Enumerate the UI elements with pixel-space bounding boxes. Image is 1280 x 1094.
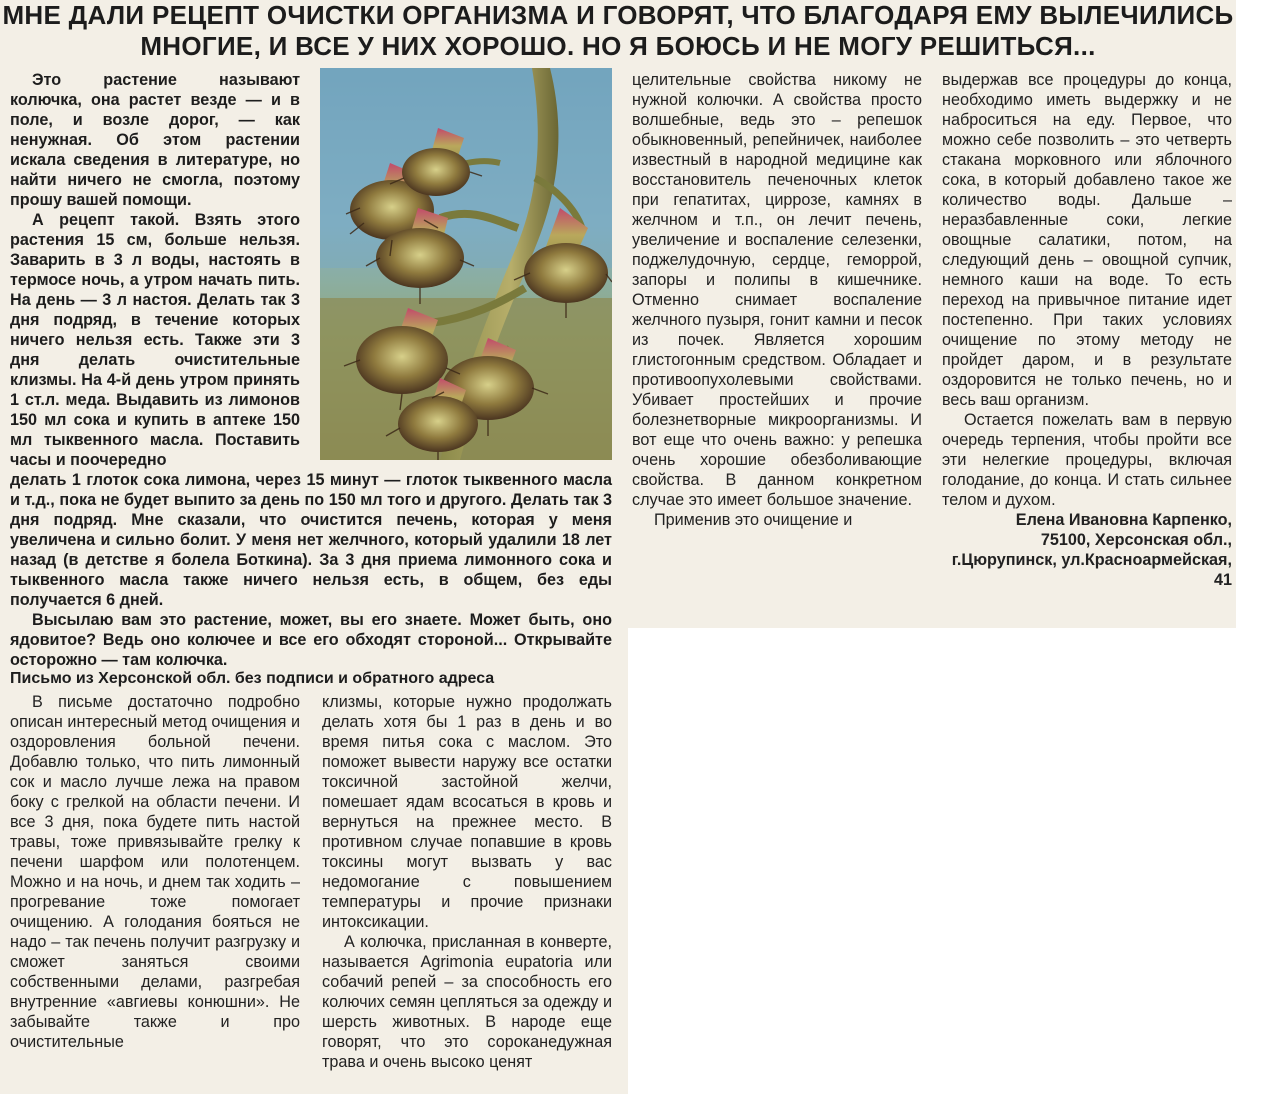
answer-paragraph-3: А колючка, присланная в конверте, называется Agrimonia eupatoria или собачий репей – за способность его колючих семян цепляться за одежду и шерсть животных. В народе еще говорят, что это сороканедужная трава и очень высоко ценят xyxy=(322,933,612,1071)
answer-paragraph-5: Остается пожелать вам в первую очередь терпения, чтобы пройти все эти нелегкие процедуры, включая голодание, до конца. И стать сильнее телом и духом. xyxy=(942,411,1232,509)
answer-paragraph-4: Применив это очищение и xyxy=(654,511,853,529)
agrimonia-plant-illustration xyxy=(320,68,612,460)
letter-paragraph-2: А рецепт такой. Взять этого растения 15 см, больше нельзя. Заварить в 3 л воды, настоять в термосе ночь, а утром начать пить. На день — 3 л настоя. Делать так 3 дня подряд, в течение которых ничего нельзя есть. Также эти 3 дня делать очистительные клизмы. На 4-й день утром принять 1 ст.л. меда. Выдавить из лимонов 150 мл сока и купить в аптеке 150 мл тыквенного масла. Поставить часы и поочередно xyxy=(10,211,300,469)
answer-column-1 xyxy=(10,692,300,1052)
author-name: Елена Ивановна Карпенко, xyxy=(1015,511,1232,529)
headline: МНЕ ДАЛИ РЕЦЕПТ ОЧИСТКИ ОРГАНИЗМА И ГОВОРЯТ, ЧТО БЛАГОДАРЯ ЕМУ ВЫЛЕЧИЛИСЬ МНОГИЕ, И ВСЕ У НИХ ХОРОШО. НО Я БОЮСЬ И НЕ МОГУ РЕШИТЬСЯ... xyxy=(2,0,1234,61)
letter-paragraph-3: Высылаю вам это растение, может, вы его знаете. Может быть, оно ядовитое? Ведь оно колючее и все его обходят стороной... Открывайте осторожно — там колючка. xyxy=(10,611,612,669)
letter-sender: Письмо из Херсонской обл. без подписи и обратного адреса xyxy=(10,670,495,687)
answer-paragraph-3-continued: целительные свойства никому не нужной колючки. А свойства просто волшебные, ведь это – репешок обыкновенный, репейничек, наиболее известный в народной медицине как восстановитель печеночных клеток при гепатитах, циррозе, камнях в желчном и т.п., он лечит печень, увеличение и воспаление селезенки, поджелудочную, сердце, геморрой, запоры и полипы в кишечнике. Отменно снимает воспаление желчного пузыря, гонит камни и песок из почек. Является хорошим глистогонным средством. Обладает и противоопухолевыми свойствами. Убивает простейших и прочие болезнетворные микроорганизмы. И вот еще что очень важно: у репешка очень хорошие обезболивающие свойства. В данном конкретном случае это имеет большое значение. xyxy=(632,71,922,509)
plant-photo xyxy=(320,68,612,460)
answer-paragraph-2: клизмы, которые нужно продолжать делать хотя бы 1 раз в день и во время питья сока с маслом. Это поможет вывести наружу все остатки токсичной застойной желчи, помешает ядам всосаться в кровь и вернуться на прежнее место. В противном случае попавшие в кровь токсины могут вызвать у вас недомогание с повышением температуры и прочие признаки интоксикации. xyxy=(322,693,612,931)
letter-column-wide xyxy=(10,470,612,670)
author-signature xyxy=(942,510,1232,590)
answer-column-3 xyxy=(632,70,922,530)
author-address: 75100, Херсонская обл., г.Цюрупинск, ул.Красноармейская, 41 xyxy=(951,531,1232,589)
letter-column-top xyxy=(10,70,300,470)
letter-paragraph-2-continued: делать 1 глоток сока лимона, через 15 минут — глоток тыквенного масла и т.д., пока не будет выпито за день по 150 мл того и другого. Делать так 3 дня подряд. Мне сказали, что очистится печень, которая у меня увеличена и сильно болит. У меня нет желчного, который удалили 18 лет назад (в детстве я болела Боткина). За 3 дня приема лимонного сока и тыквенного масла также ничего нельзя есть, в общем, без еды получается 6 дней. xyxy=(10,471,612,609)
answer-paragraph-1: В письме достаточно подробно описан интересный метод очищения и оздоровления больной печени. Добавлю только, что пить лимонный сок и масло лучше лежа на правом боку с грелкой на области печени. И все 3 дня, пока будете пить настой травы, тоже привязывайте грелку к печени шарфом или полотенцем. Можно и на ночь, и днем так ходить – прогревание тоже помогает очищению. А голодания бояться не надо – так печень получит разгрузку и сможет заняться своими собственными делами, разгребая внутренние «авгиевы конюшни». Не забывайте также и про очистительные xyxy=(10,693,300,1051)
letter-paragraph-1: Это растение называют колючка, она растет везде — и в поле, и возле дорог, — как ненужная. Об этом растении искала сведения в литературе, но найти ничего не смогла, поэтому прошу вашей помощи. xyxy=(10,71,300,209)
answer-column-2 xyxy=(322,692,612,1072)
answer-column-4 xyxy=(942,70,1232,590)
answer-paragraph-4-continued: выдержав все процедуры до конца, необходимо иметь выдержку и не наброситься на еду. Первое, что можно себе позволить – это четверть стакана морковного или яблочного сока, в который добавлено такое же количество воды. Дальше – неразбавленные соки, легкие овощные салатики, потом, на следующий день – овощной супчик, немного каши на воде. То есть переход на привычное питание идет постепенно. При таких условиях очищение по этому методу не пройдет даром, и в результате оздоровится не только печень, но и весь ваш организм. xyxy=(942,71,1232,409)
